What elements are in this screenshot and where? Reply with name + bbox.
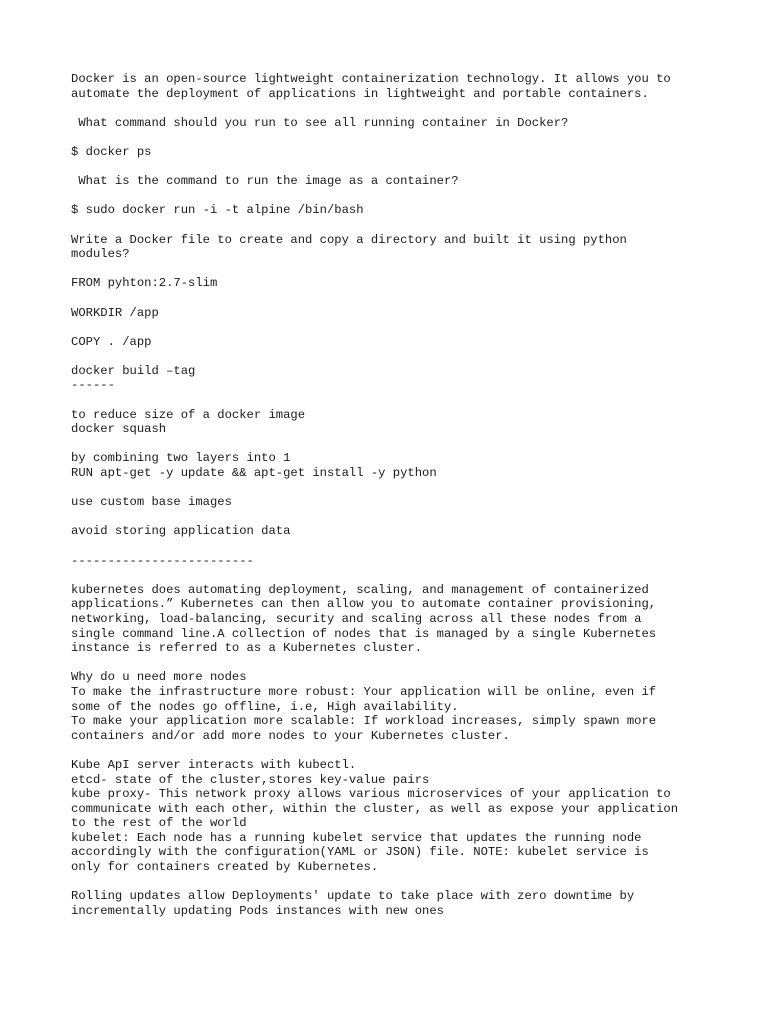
paragraph [71, 174, 721, 189]
text-line: Docker is an open-source lightweight containerization technology. It allows you to [71, 72, 671, 86]
paragraph [71, 495, 721, 510]
text-line: to reduce size of a docker image [71, 407, 306, 422]
text-line: Rolling updates allow Deployments' update to take place with zero downtime by [71, 889, 635, 904]
text-line: incrementally updating Pods instances with new ones [71, 903, 444, 918]
paragraph [71, 554, 721, 569]
text-line: communicate with each other, within the cluster, as well as expose your application [71, 801, 679, 816]
text-line: to the rest of the world [71, 816, 247, 831]
text-line: applications.” Kubernetes can then allow you to automate container provisioning, [71, 597, 657, 612]
paragraph [71, 451, 721, 480]
paragraph [71, 203, 721, 218]
paragraph [71, 145, 721, 160]
text-line: use custom base images [71, 495, 232, 510]
paragraph [71, 758, 721, 875]
document-body [71, 72, 721, 933]
text-line: networking, load-balancing, security and scaling across all these nodes from a [71, 611, 642, 626]
text-line: only for containers created by Kubernetes. [71, 860, 379, 875]
text-line: kubelet: Each node has a running kubelet service that updates the running node [71, 830, 642, 845]
text-line: ------ [71, 378, 115, 393]
text-line: What command should you run to see all running container in Docker? [71, 115, 569, 130]
paragraph [71, 72, 721, 101]
text-line: automate the deployment of applications in lightweight and portable containers. [71, 86, 649, 101]
text-line: What is the command to run the image as a container? [71, 174, 459, 189]
paragraph [71, 889, 721, 918]
text-line: Kube ApI server interacts with kubectl. [71, 757, 357, 772]
paragraph [71, 116, 721, 131]
text-line: Why do u need more nodes [71, 670, 247, 685]
paragraph [71, 335, 721, 350]
text-line: To make the infrastructure more robust: Your application will be online, even if [71, 684, 657, 699]
paragraph [71, 524, 721, 539]
text-line: kube proxy- This network proxy allows various microservices of your application to [71, 787, 671, 802]
paragraph [71, 276, 721, 291]
text-line: $ docker ps [71, 144, 152, 159]
text-line: kubernetes does automating deployment, scaling, and management of containerized [71, 582, 649, 597]
text-line: accordingly with the configuration(YAML or JSON) file. NOTE: kubelet service is [71, 845, 649, 860]
paragraph [71, 408, 721, 437]
paragraph [71, 364, 721, 393]
text-line: instance is referred to as a Kubernetes cluster. [71, 641, 423, 656]
text-line: modules? [71, 247, 130, 262]
text-line: To make your application more scalable: If workload increases, simply spawn more [71, 714, 657, 729]
text-line: WORKDIR /app [71, 305, 159, 320]
text-line: FROM pyhton:2.7-slim [71, 276, 218, 291]
text-line: docker build –tag [71, 363, 196, 378]
text-line: some of the nodes go offline, i.e, High availability. [71, 699, 459, 714]
paragraph [71, 233, 721, 262]
paragraph [71, 670, 721, 743]
text-line: $ sudo docker run -i -t alpine /bin/bash [71, 203, 364, 218]
text-line: containers and/or add more nodes to your Kubernetes cluster. [71, 728, 510, 743]
text-line: ------------------------- [71, 553, 254, 568]
text-line: by combining two layers into 1 [71, 451, 291, 466]
text-line: etcd- state of the cluster,stores key-value pairs [71, 772, 430, 787]
text-line: avoid storing application data [71, 524, 291, 539]
text-line: single command line.A collection of nodes that is managed by a single Kubernetes [71, 626, 657, 641]
paragraph [71, 306, 721, 321]
text-line: docker squash [71, 422, 167, 437]
paragraph [71, 583, 721, 656]
text-line: COPY . /app [71, 334, 152, 349]
text-line: RUN apt-get -y update && apt-get install -y python [71, 466, 437, 481]
text-line: Write a Docker file to create and copy a directory and built it using python [71, 232, 627, 247]
